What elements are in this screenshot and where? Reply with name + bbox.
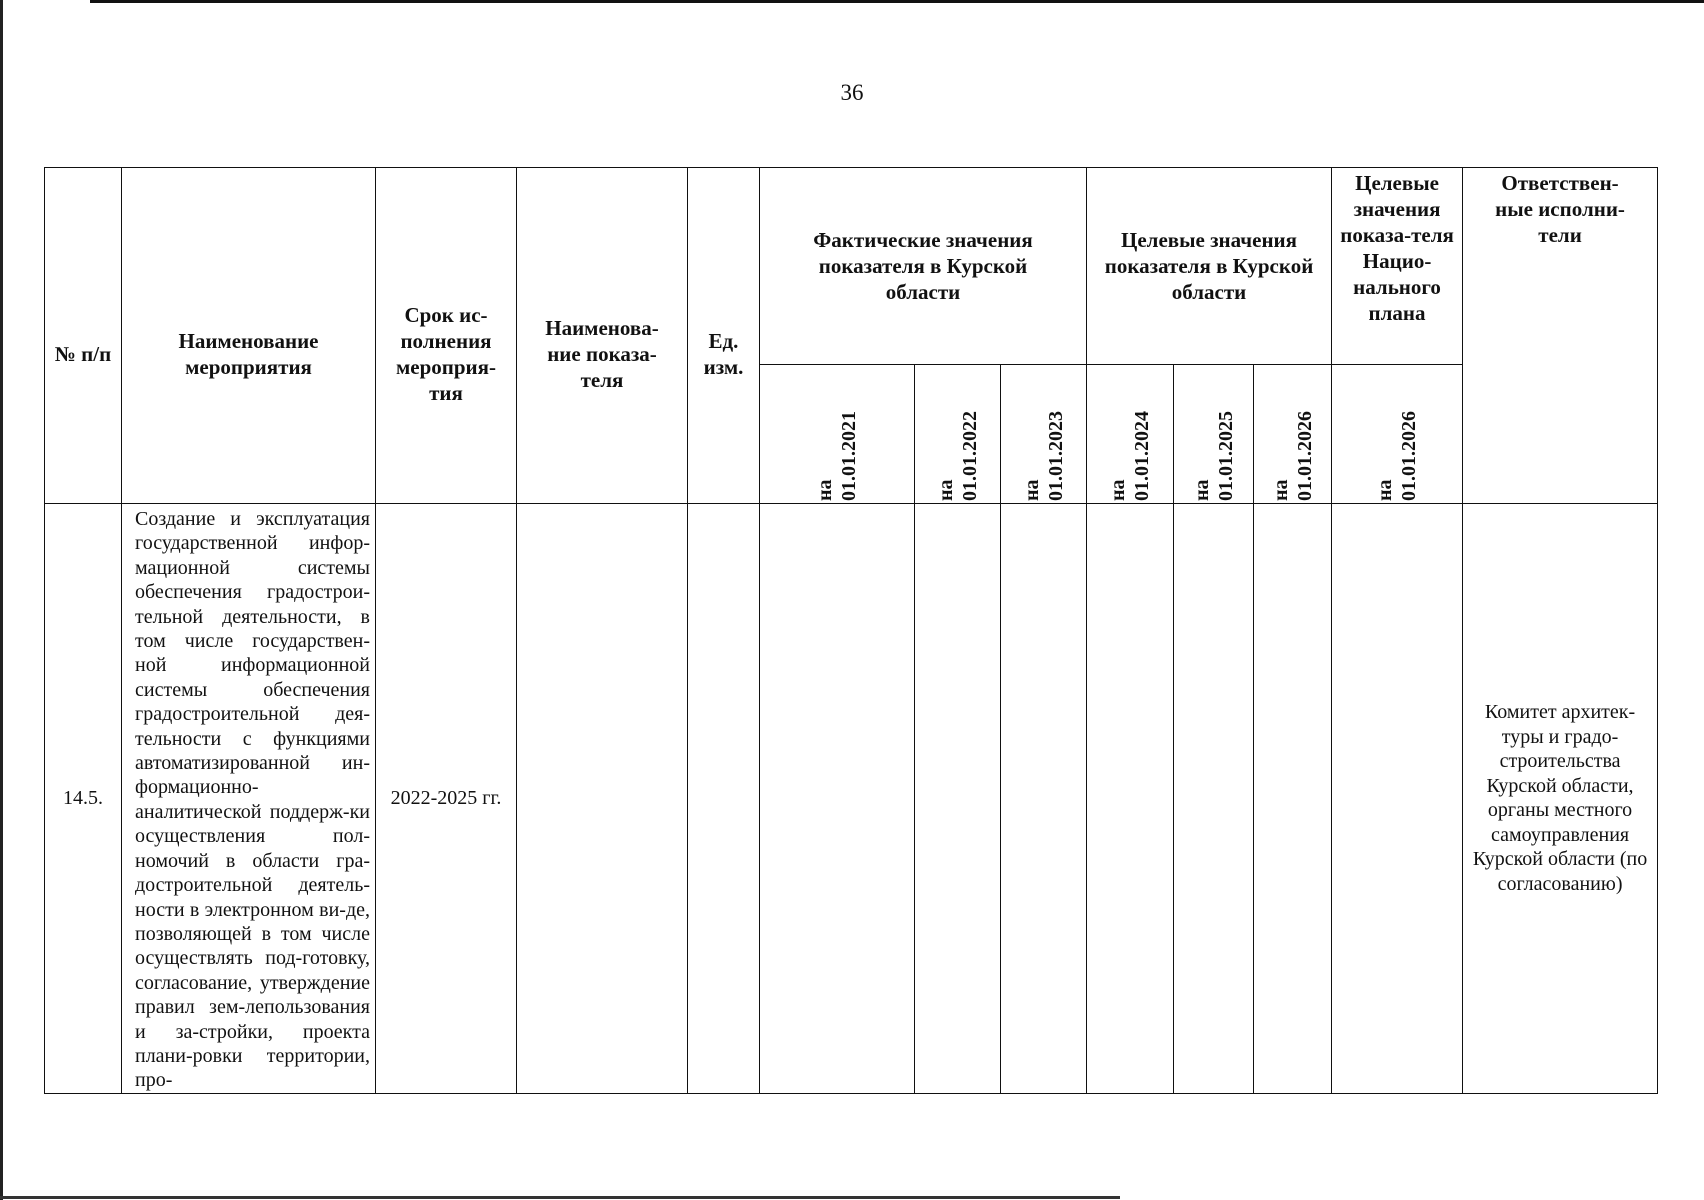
row-value-actual-2022 xyxy=(915,504,1001,1094)
header-unit: Ед. изм. xyxy=(688,168,760,504)
row-term: 2022-2025 гг. xyxy=(376,504,517,1094)
header-date-target-2025: на 01.01.2025 xyxy=(1174,365,1254,504)
header-target-values: Целевые значения показателя в Курской области xyxy=(1087,168,1332,365)
header-date-actual-2022: на 01.01.2022 xyxy=(915,365,1001,504)
header-date-target-2024: на 01.01.2024 xyxy=(1087,365,1174,504)
header-row-groups xyxy=(45,168,1658,365)
row-number: 14.5. xyxy=(45,504,122,1094)
scan-edge-top xyxy=(90,0,1704,3)
scan-edge-bottom xyxy=(0,1196,1120,1199)
row-value-actual-2023 xyxy=(1001,504,1087,1094)
activities-table xyxy=(44,167,1658,1094)
page-number: 36 xyxy=(840,80,864,105)
row-indicator xyxy=(517,504,688,1094)
header-national-plan: Целевые значения показа-теля Нацио-нального плана xyxy=(1332,168,1463,365)
row-value-national-2026 xyxy=(1332,504,1463,1094)
row-responsible: Комитет архитек-туры и градо-строительства Курской области, органы местного самоуправления Курской области (по согласованию) xyxy=(1463,504,1658,1094)
header-num: № п/п xyxy=(45,168,122,504)
row-activity-name: Создание и эксплуатация государственной инфор-мационной системы обеспечения градострои-тельной деятельности, в том числе государствен-ной информационной системы обеспечения градостроительной дея-тельности с функциями автоматизированной ин-формационно-аналитической поддерж-ки осуществления пол-номочий в области гра-достроительной деятель-ности в электронном ви-де, позволяющей в том числе осуществлять под-готовку, согласование, утверждение правил зем-лепользования и за-стройки, проекта плани-ровки территории, про- xyxy=(122,504,376,1094)
header-date-actual-2023: на 01.01.2023 xyxy=(1001,365,1087,504)
scan-edge-left xyxy=(0,0,3,1200)
table-row xyxy=(45,504,1658,1094)
row-value-target-2026 xyxy=(1254,504,1332,1094)
header-indicator: Наименова-ние показа-теля xyxy=(517,168,688,504)
row-value-actual-2021 xyxy=(760,504,915,1094)
header-term: Срок ис-полнения мероприя-тия xyxy=(376,168,517,504)
row-unit xyxy=(688,504,760,1094)
header-date-national-2026: на 01.01.2026 xyxy=(1332,365,1463,504)
header-responsible: Ответствен-ные исполни-тели xyxy=(1463,168,1658,504)
row-value-target-2025 xyxy=(1174,504,1254,1094)
row-value-target-2024 xyxy=(1087,504,1174,1094)
header-date-actual-2021: на 01.01.2021 xyxy=(760,365,915,504)
header-activity-name: Наименование мероприятия xyxy=(122,168,376,504)
header-actual-values: Фактические значения показателя в Курской области xyxy=(760,168,1087,365)
header-date-target-2026: на 01.01.2026 xyxy=(1254,365,1332,504)
